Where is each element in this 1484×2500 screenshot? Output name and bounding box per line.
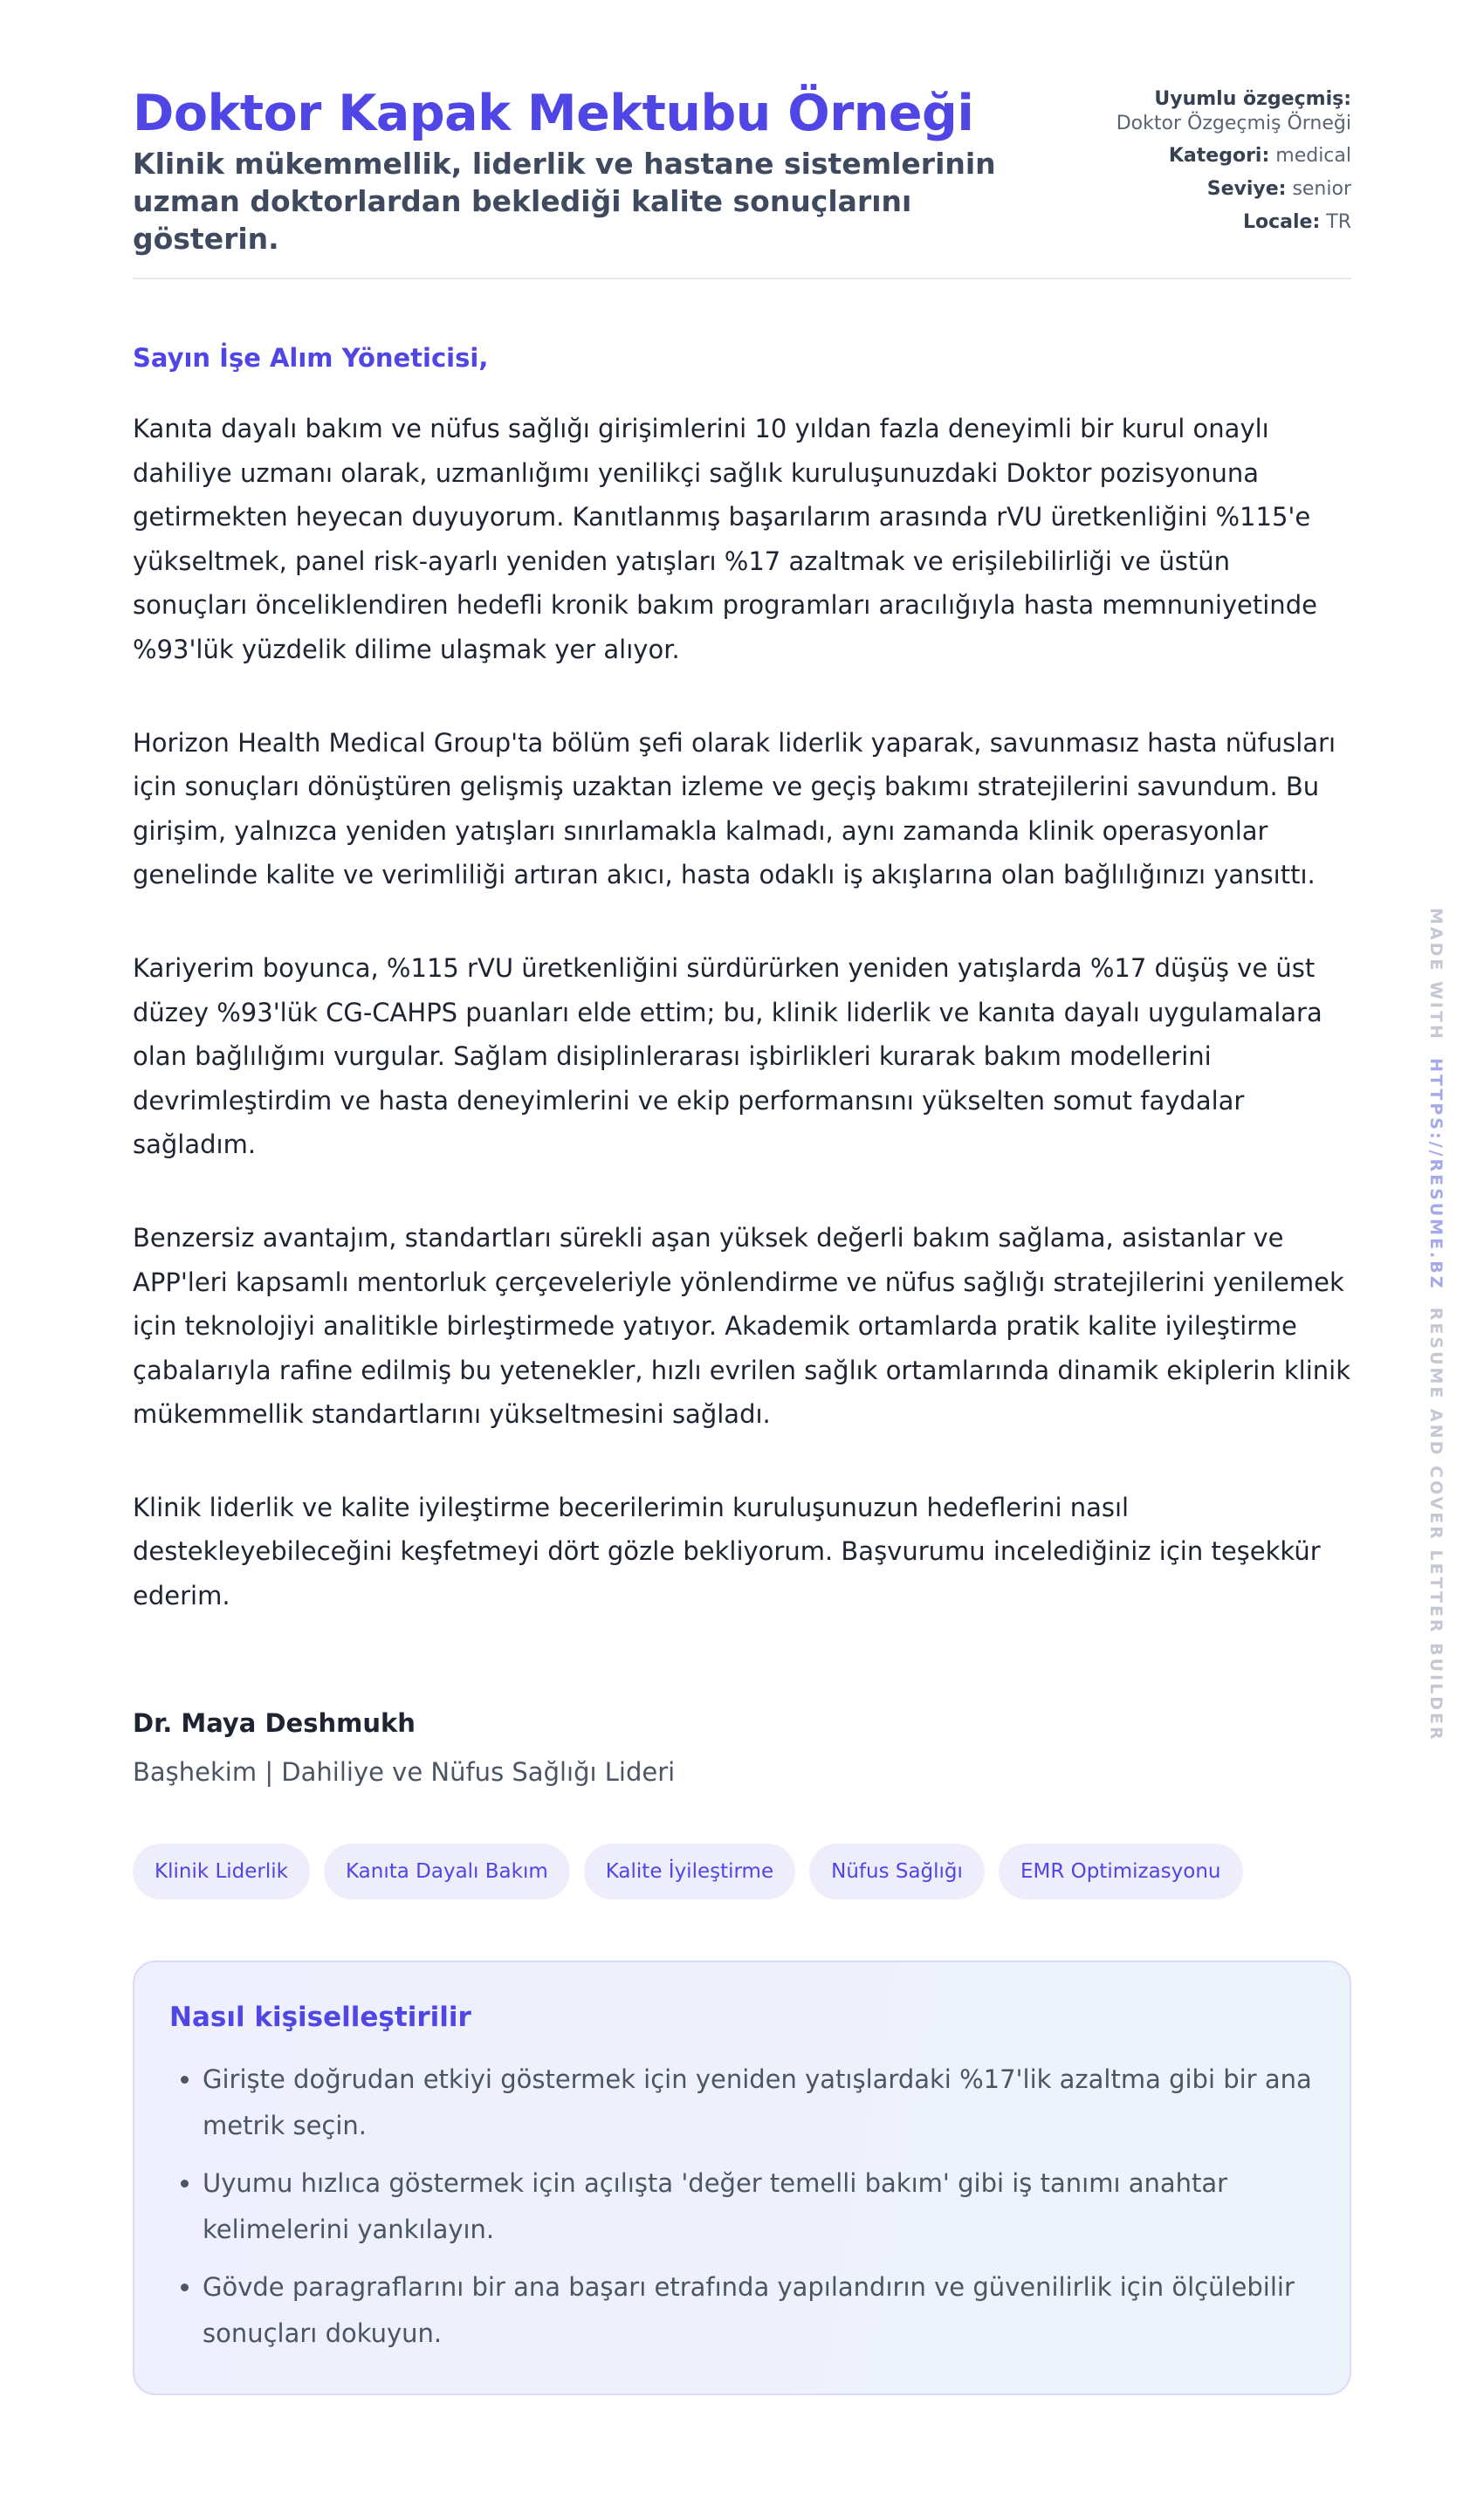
letter-paragraph: Benzersiz avantajım, standartları sürekli aşan yüksek değerli bakım sağlama, asistanlar ve APP'leri kapsamlı mentorluk çerçeveleriyle yönlendirme ve nüfus sağlığı stratejilerini yenilemek için teknolojiyi analitikle birleştirmede yatıyor. Akademik ortamlarda pratik kalite iyileştirme çabalarıyla rafine edilmiş bu yetenekler, hızlı evrilen sağlık ortamlarında dinamik ekiplerin klinik mükemmellik standartlarını yükseltmesini sağladı.: [133, 1222, 1350, 1430]
tip-item: • Gövde paragraflarını bir ana başarı etrafında yapılandırın ve güvenilirlik için ölçülebilir sonuçları dokuyun.: [203, 2264, 1315, 2357]
vertical-watermark: [1423, 908, 1449, 1742]
meta-locale-value: TR: [1326, 211, 1351, 233]
meta-locale-label: Locale:: [1242, 211, 1321, 233]
meta-category-value: medical: [1275, 145, 1351, 167]
signature-name: Dr. Maya Deshmukh: [133, 1707, 416, 1738]
personalization-tips-box: [133, 1961, 1351, 2395]
page-header: [133, 84, 1351, 279]
tips-title: Nasıl kişiselleştirilir: [169, 2001, 471, 2033]
meta-locale: [1116, 206, 1351, 239]
meta-category-label: Kategori:: [1168, 145, 1270, 167]
meta-level-value: senior: [1292, 178, 1351, 200]
watermark-suffix: RESUME AND COVER LETTER BUILDER: [1426, 1307, 1446, 1742]
skill-tag: Nüfus Sağlığı: [809, 1844, 985, 1899]
letter-paragraph: Horizon Health Medical Group'ta bölüm şefi olarak liderlik yaparak, savunmasız hasta nüfusları için sonuçları dönüştüren gelişmiş uzaktan izleme ve geçiş bakımı stratejilerini savundum. Bu girişim, yalnızca yeniden yatışları sınırlamakla kalmadı, aynı zamanda klinik operasyonlar genelinde kalite ve verimliliği artıran akıcı, hasta odaklı iş akışlarına olan bağlılığınızı yansıttı.: [133, 727, 1336, 890]
meta-category: [1116, 140, 1351, 173]
tip-item: • Uyumu hızlıca göstermek için açılışta 'değer temelli bakım' gibi iş tanımı anahtar kelimelerini yankılayın.: [203, 2160, 1315, 2253]
skill-tag: Kanıta Dayalı Bakım: [324, 1844, 570, 1899]
letter-paragraph: Kariyerim boyunca, %115 rVU üretkenliğini sürdürürken yeniden yatışlarda %17 düşüş ve üst düzey %93'lük CG-CAHPS puanları elde ettim; bu, klinik liderlik ve kanıta dayalı uygulamalara olan bağlılığımı vurgular. Sağlam disiplinlerarası işbirlikleri kurarak bakım modellerini devrimleştirdim ve hasta deneyimlerini ve ekip performansını yükselten somut faydalar sağladım.: [133, 952, 1323, 1160]
meta-resume-link[interactable]: Doktor Özgeçmiş Örneği: [1116, 113, 1351, 134]
meta-compatible-resume: [1116, 84, 1351, 140]
skill-tag: Klinik Liderlik: [133, 1844, 310, 1899]
watermark-link[interactable]: HTTPS://RESUME.BZ: [1426, 1058, 1446, 1291]
page-subtitle: Klinik mükemmellik, liderlik ve hastane sistemlerinin uzman doktorlardan beklediği kalite sonuçlarını gösterin.: [133, 147, 996, 256]
skill-tags: [133, 1844, 1351, 1899]
signature-title: Başhekim | Dahiliye ve Nüfus Sağlığı Lideri: [133, 1756, 676, 1787]
page-title: Doktor Kapak Mektubu Örneği: [133, 85, 974, 142]
meta-panel: [1116, 84, 1351, 239]
meta-level-label: Seviye:: [1206, 178, 1287, 200]
tip-item: • Girişte doğrudan etkiyi göstermek için yeniden yatışlardaki %17'lik azaltma gibi bir ana metrik seçin.: [203, 2057, 1315, 2149]
skill-tag: EMR Optimizasyonu: [999, 1844, 1243, 1899]
meta-level: [1116, 173, 1351, 206]
tips-list: [169, 2057, 1315, 2357]
letter-paragraph: Klinik liderlik ve kalite iyileştirme becerilerimin kuruluşunuzun hedeflerini nasıl destekleyebileceğini keşfetmeyi dört gözle bekliyorum. Başvurumu incelediğiniz için teşekkür ederim.: [133, 1492, 1321, 1611]
letter-salutation: Sayın İşe Alım Yöneticisi,: [133, 343, 489, 373]
meta-resume-label: Uyumlu özgeçmiş:: [1154, 88, 1351, 110]
skill-tag: Kalite İyileştirme: [584, 1844, 795, 1899]
cover-letter-page: [133, 84, 1351, 2395]
letter-paragraph: Kanıta dayalı bakım ve nüfus sağlığı girişimlerini 10 yıldan fazla deneyimli bir kurul onaylı dahiliye uzmanı olarak, uzmanlığımı yenilikçi sağlık kuruluşunuzdaki Doktor pozisyonuna getirmekten heyecan duyuyorum. Kanıtlanmış başarılarım arasında rVU üretkenliğini %115'e yükseltmek, panel risk-ayarlı yeniden yatışları %17 azaltmak ve erişilebilirliği ve üstün sonuçları önceliklendiren hedefli kronik bakım programları aracılığıyla hasta memnuniyetinde %93'lük yüzdelik dilime ulaşmak yer alıyor.: [133, 414, 1317, 664]
watermark-prefix: MADE WITH: [1426, 908, 1446, 1041]
